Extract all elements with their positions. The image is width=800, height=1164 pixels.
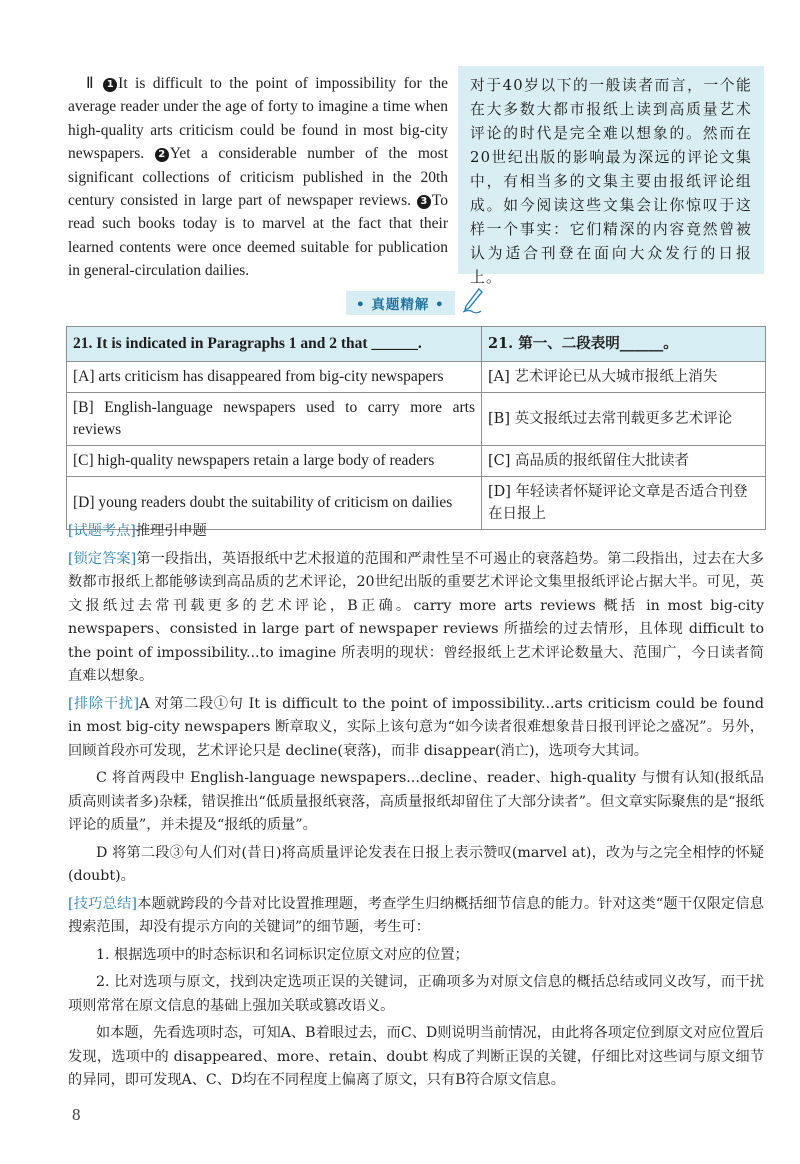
paragraph-number: Ⅱ (86, 75, 98, 92)
option-d-zh: [D] 年轻读者怀疑评论文章是否适合刊登在日报上 (482, 477, 766, 530)
analysis-section (68, 520, 764, 1097)
tag-paichu: [排除干扰] (68, 695, 140, 712)
tag-kaodian: [试题考点] (68, 523, 136, 539)
option-d-en: [D] young readers doubt the suitability of criticism on dailies (67, 477, 482, 530)
table-row (67, 446, 766, 477)
table-row (67, 362, 766, 393)
passage-english (68, 72, 448, 283)
answer-text: 第一段指出，英语报纸中艺术报道的范围和严肃性呈不可遏止的衰落趋势。第二段指出，过去在大多数都市报纸上都能够读到高品质的艺术评论，20世纪出版的重要艺术评论文集里报纸评论占据大半。可见，英文报纸过去常刊载更多的艺术评论，B正确。carry more arts reviews 概括 in most big-city newspapers、consisted in large part of newspaper reviews 所描绘的过去情形，且体现 difficult to the point of impossibility...to imagine 所表明的现状：曾经报纸上艺术评论数量大、范围广，今日读者简直难以想象。 (68, 550, 765, 684)
kaodian-text: 推理引申题 (135, 523, 207, 539)
option-b-en: [B] English-language newspapers used to carry more arts reviews (67, 393, 482, 446)
exclude-a-text: A 对第二段①句 It is difficult to the point of impossibility...arts criticism could be found in most big-city newspapers 断章取义，实际上该句意为“如今读者很难想象昔日报刊评论之盛况”。另外，回顾首段亦可发现，艺术评论只是 decline(衰落)，而非 disappear(消亡)，选项夸大其词。 (68, 695, 764, 759)
option-c-en: [C] high-quality newspapers retain a large body of readers (67, 446, 482, 477)
analysis-exclude-d: D 将第二段③句人们对(昔日)将高质量评论发表在日报上表示赞叹(marvel at)，改为与之完全相悖的怀疑(doubt)。 (68, 844, 764, 884)
option-a-en: [A] arts criticism has disappeared from big-city newspapers (67, 362, 482, 393)
sentence-marker-icon: 1 (103, 78, 117, 92)
section-banner (346, 291, 483, 315)
tag-jiqiao: [技巧总结] (68, 895, 137, 912)
analysis-exclude-c: C 将首两段中 English-language newspapers...decline、reader、high-quality 与惯有认知(报纸品质高则读者多)杂糅，错误推出“低质量报纸衰落，高质量报纸却留住了大部分读者”。但文章实际聚焦的是“报纸评论的质量”，并未提及“报纸的质量”。 (68, 770, 764, 833)
analysis-kaodian (68, 520, 764, 544)
question-stem-zh: 21. 第一、二段表明______。 (482, 327, 766, 362)
option-b-zh: [B] 英文报纸过去常刊载更多艺术评论 (482, 393, 766, 446)
banner-label: • 真题精解 • (346, 291, 455, 315)
technique-step-1: 1. 根据选项中的时态标识和名词标识定位原文对应的位置； (96, 946, 469, 963)
table-row (67, 393, 766, 446)
technique-example: 如本题，先看选项时态，可知A、B着眼过去，而C、D则说明当前情况，由此将各项定位到原文对应位置后发现，选项中的 disappeared、more、retain、doubt 构成了判断正误的关键，仔细比对这些词与原文细节的异同，即可发现A、C、D均在不同程度上偏离了原文，只有B符合原文信息。 (68, 1025, 764, 1088)
translation-text: 对于40岁以下的一般读者而言，一个能在大多数大都市报纸上读到高质量艺术评论的时代是完全难以想象的。然而在20世纪出版的影响最为深远的评论文集中，有相当多的文集主要由报纸评论组成。如今阅读这些文集会让你惊叹于这样一个事实：它们精深的内容竟然曾被认为适合刊登在面向大众发行的日报上。 (470, 77, 752, 286)
sentence-marker-icon: 3 (417, 195, 431, 209)
analysis-answer (68, 548, 764, 689)
page-number: 8 (72, 1105, 81, 1124)
tag-daan: [锁定答案] (68, 550, 137, 567)
sentence-3: To read such books today is to marvel at the fact that their learned contents were once deemed suitable for publication in general-circulation dailies. (68, 192, 449, 280)
analysis-technique (68, 893, 764, 940)
sentence-2: Yet a considerable number of the most significant collections of criticism published in the 20th century consisted in large part of newspaper reviews. (68, 145, 449, 210)
pen-icon (461, 288, 483, 318)
passage-translation (458, 66, 764, 286)
table-header-row (67, 327, 766, 362)
option-c-zh: [C] 高品质的报纸留住大批读者 (482, 446, 766, 477)
technique-step-2: 2. 比对选项与原文，找到决定选项正误的关键词，正确项多为对原文信息的概括总结或同义改写，而干扰项则常常在原文信息的基础上强加关联或篡改语义。 (68, 974, 764, 1014)
technique-text: 本题就跨段的今昔对比设置推理题，考查学生归纳概括细节信息的能力。针对这类“题干仅限定信息搜索范围，却没有提示方向的关键词”的细节题，考生可： (68, 895, 764, 935)
sentence-1: It is difficult to the point of impossibility for the average reader under the age of forty to imagine a time when high-quality arts criticism could be found in most big-city newspapers. (68, 75, 448, 163)
sentence-marker-icon: 2 (155, 148, 169, 162)
question-stem-en: 21. It is indicated in Paragraphs 1 and 2 that ______. (67, 327, 482, 362)
analysis-exclude-a (68, 693, 764, 764)
option-a-zh: [A] 艺术评论已从大城市报纸上消失 (482, 362, 766, 393)
question-table (66, 326, 766, 530)
